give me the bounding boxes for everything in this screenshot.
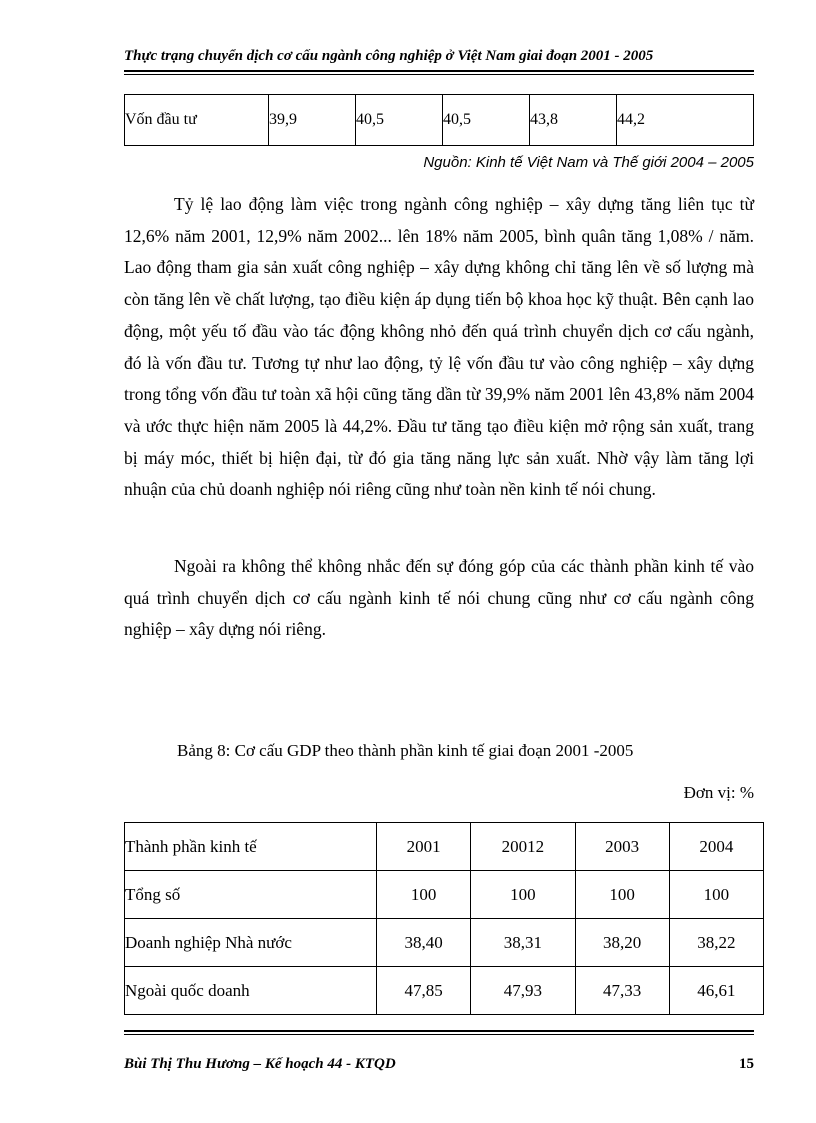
column-header: 2003 <box>575 823 669 871</box>
header-rule <box>124 70 754 75</box>
table-unit: Đơn vị: % <box>683 783 754 802</box>
table-cell: 38,20 <box>575 919 669 967</box>
table-cell: 43,8 <box>530 95 617 146</box>
table-cell: 100 <box>669 871 763 919</box>
table-row <box>125 871 764 919</box>
table-cell: 100 <box>377 871 471 919</box>
gdp-structure-table <box>124 822 764 1015</box>
table-cell: 40,5 <box>356 95 443 146</box>
table-row <box>125 967 764 1015</box>
body-paragraph: Tỷ lệ lao động làm việc trong ngành công nghiệp – xây dựng tăng liên tục từ 12,6% năm 2001, 12,9% năm 2002... lên 18% năm 2005, bình quân tăng 1,08% / năm. Lao động tham gia sản xuất công nghiệp – xây dựng không chỉ tăng lên về số lượng mà còn tăng lên về chất lượng, tạo điều kiện áp dụng tiến bộ khoa học kỹ thuật. Bên cạnh lao động, một yếu tố đầu vào tác động không nhỏ đến quá trình chuyển dịch cơ cấu ngành, đó là vốn đầu tư. Tương tự như lao động, tỷ lệ vốn đầu tư vào công nghiệp – xây dựng trong tổng vốn đầu tư toàn xã hội cũng tăng dần từ 39,9% năm 2001 lên 43,8% năm 2004 và ước thực hiện năm 2005 là 44,2%. Đầu tư tăng tạo điều kiện mở rộng sản xuất, trang bị máy móc, thiết bị hiện đại, từ đó gia tăng năng lực sản xuất. Nhờ vậy làm tăng lợi nhuận của chủ doanh nghiệp nói riêng cũng như toàn nền kinh tế nói chung. <box>124 194 754 500</box>
page-number: 15 <box>739 1056 754 1072</box>
table-row <box>125 919 764 967</box>
table-cell: 38,31 <box>471 919 575 967</box>
table-cell: 100 <box>575 871 669 919</box>
footer-rule <box>124 1030 754 1035</box>
column-header: 2004 <box>669 823 763 871</box>
page-header-title: Thực trạng chuyển dịch cơ cấu ngành công nghiệp ở Việt Nam giai đoạn 2001 - 2005 <box>124 48 654 64</box>
table-cell: Vốn đầu tư <box>125 95 269 146</box>
table-row <box>125 95 754 146</box>
table-cell: 44,2 <box>617 95 754 146</box>
column-header: Thành phần kinh tế <box>125 823 377 871</box>
table-cell: 39,9 <box>269 95 356 146</box>
table-cell: 38,22 <box>669 919 763 967</box>
footer-author: Bùi Thị Thu Hương – Kế hoạch 44 - KTQD <box>124 1056 396 1072</box>
investment-table-fragment <box>124 94 754 146</box>
table-cell: 100 <box>471 871 575 919</box>
table-cell: 47,93 <box>471 967 575 1015</box>
table-caption: Bảng 8: Cơ cấu GDP theo thành phần kinh tế giai đoạn 2001 -2005 <box>177 741 634 760</box>
column-header: 2001 <box>377 823 471 871</box>
row-label: Ngoài quốc doanh <box>125 967 377 1015</box>
table-cell: 46,61 <box>669 967 763 1015</box>
body-paragraph: Ngoài ra không thể không nhắc đến sự đóng góp của các thành phần kinh tế vào quá trình chuyển dịch cơ cấu ngành kinh tế nói chung cũng như cơ cấu ngành công nghiệp – xây dựng nói riêng. <box>124 556 754 640</box>
table-cell: 47,33 <box>575 967 669 1015</box>
table-cell: 38,40 <box>377 919 471 967</box>
column-header: 20012 <box>471 823 575 871</box>
row-label: Tổng số <box>125 871 377 919</box>
source-note: Nguồn: Kinh tế Việt Nam và Thế giới 2004 – 2005 <box>423 154 754 171</box>
table-header-row <box>125 823 764 871</box>
table-cell: 47,85 <box>377 967 471 1015</box>
row-label: Doanh nghiệp Nhà nước <box>125 919 377 967</box>
table-cell: 40,5 <box>443 95 530 146</box>
